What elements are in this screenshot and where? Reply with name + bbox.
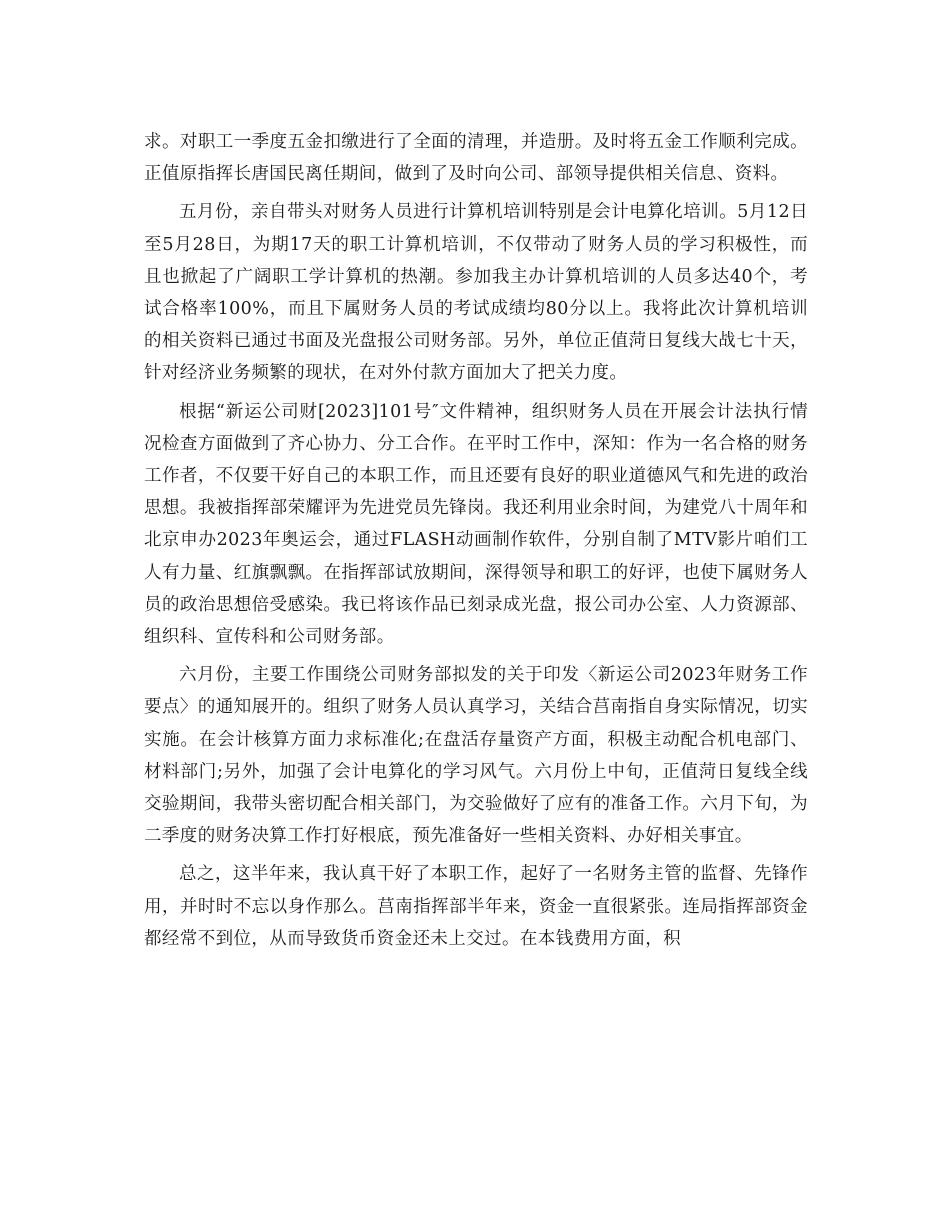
paragraph-summary: 总之，这半年来，我认真干好了本职工作，起好了一名财务主管的监督、先锋作用，并时时不忘以身作那么。莒南指挥部半年来，资金一直很紧张。连局指挥部资金都经常不到位，从而导致货币资金还未上交过。在本钱费用方面，积 — [144, 864, 808, 949]
document-body — [144, 126, 808, 961]
paragraph-june-work: 六月份，主要工作围绕公司财务部拟发的关于印发〈新运公司2023年财务工作要点〉的通知展开的。组织了财务人员认真学习，关结合莒南指自身实际情况，切实实施。在会计核算方面力求标准化;在盘活存量资产方面，积极主动配合机电部门、材料部门;另外，加强了会计电算化的学习风气。六月份上中旬，正值菏日复线全线交验期间，我带头密切配合相关部门，为交验做好了应有的准备工作。六月下旬，为二季度的财务决算工作打好根底，预先准备好一些相关资料、办好相关事宜。 — [144, 665, 808, 847]
paragraph-accounting-inspection: 根据“新运公司财[2023]101号″文件精神，组织财务人员在开展会计法执行情况检查方面做到了齐心协力、分工合作。在平时工作中，深知：作为一名合格的财务工作者，不仅要干好自己的本职工作，而且还要有良好的职业道德风气和先进的政治思想。我被指挥部荣耀评为先进党员先锋岗。我还利用业余时间，为建党八十周年和北京申办2023年奥运会，通过FLASH动画制作软件，分别自制了MTV影片咱们工人有力量、红旗飘飘。在指挥部试放期间，深得领导和职工的好评，也使下属财务人员的政治思想倍受感染。我已将该作品已刻录成光盘，报公司办公室、人力资源部、组织科、宣传科和公司财务部。 — [144, 401, 808, 648]
paragraph-continuation: 求。对职工一季度五金扣缴进行了全面的清理，并造册。及时将五金工作顺利完成。正值原指挥长唐国民离任期间，做到了及时向公司、部领导提供相关信息、资料。 — [144, 132, 808, 185]
paragraph-may-training: 五月份，亲自带头对财务人员进行计算机培训特别是会计电算化培训。5月12日至5月28日，为期17天的职工计算机培训，不仅带动了财务人员的学习积极性，而且也掀起了广阔职工学计算机的热潮。参加我主办计算机培训的人员多达40个，考试合格率100%，而且下属财务人员的考试成绩均80分以上。我将此次计算机培训的相关资料已通过书面及光盘报公司财务部。另外，单位正值菏日复线大战七十天，针对经济业务频繁的现状，在对外付款方面加大了把关力度。 — [144, 202, 808, 384]
